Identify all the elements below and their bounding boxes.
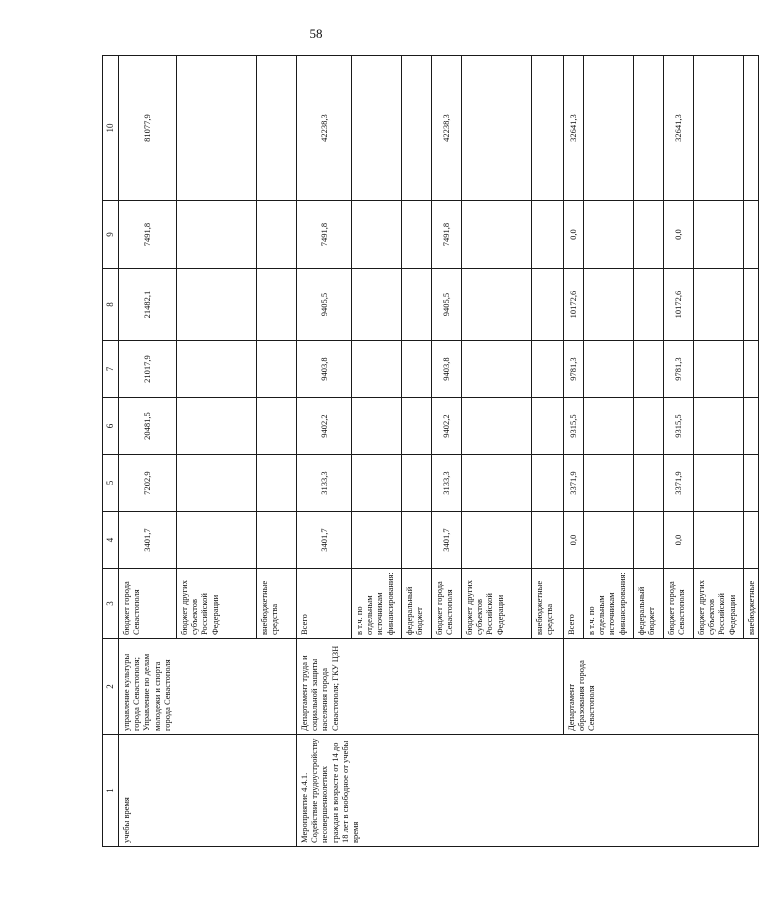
- col-number: 7: [103, 341, 119, 398]
- value-cell: 3133,3: [297, 455, 352, 512]
- value-cell: 42238,3: [432, 56, 462, 201]
- value-cell: 3133,3: [432, 455, 462, 512]
- value-cell: 9315,5: [664, 398, 694, 455]
- value-cell: 7491,8: [432, 201, 462, 269]
- value-cell: 32641,3: [564, 56, 584, 201]
- value-cell: 9403,8: [432, 341, 462, 398]
- column-number-row: [103, 56, 119, 847]
- executor-cell: Департамент образования города Севастополя: [564, 639, 759, 735]
- col-number: 3: [103, 569, 119, 639]
- value-cell: 9315,5: [564, 398, 584, 455]
- source-cell: бюджет других субъектов Российской Федерации: [694, 569, 744, 639]
- value-cell: 32641,3: [664, 56, 694, 201]
- col-number: 10: [103, 56, 119, 201]
- source-cell: бюджет города Севастополя: [664, 569, 694, 639]
- value-cell: 10172,6: [664, 269, 694, 341]
- source-cell: федеральный бюджет: [402, 569, 432, 639]
- table-row: [564, 56, 584, 847]
- source-cell: внебюджетные средства: [257, 569, 297, 639]
- value-cell: 7491,8: [297, 201, 352, 269]
- value-cell: 9405,5: [297, 269, 352, 341]
- value-cell: 9403,8: [297, 341, 352, 398]
- col-number: 6: [103, 398, 119, 455]
- col-number: 5: [103, 455, 119, 512]
- value-cell: 0,0: [564, 512, 584, 569]
- rotated-table-wrapper: [102, 56, 756, 847]
- value-cell: 20481,5: [119, 398, 177, 455]
- value-cell: 0,0: [564, 201, 584, 269]
- source-cell: федеральный бюджет: [634, 569, 664, 639]
- value-cell: 81077,9: [119, 56, 177, 201]
- value-cell: 0,0: [664, 201, 694, 269]
- col-number: 2: [103, 639, 119, 735]
- source-cell: Всего: [564, 569, 584, 639]
- source-cell: в т.ч. по отдельным источникам финансирования:: [352, 569, 402, 639]
- source-cell: бюджет города Севастополя: [119, 569, 177, 639]
- value-cell: 9781,3: [564, 341, 584, 398]
- value-cell: 9405,5: [432, 269, 462, 341]
- executor-cell: Департамент труда и социальной защиты населения города Севастополя; ГКУ ЦЗН: [297, 639, 564, 735]
- table-row: [119, 56, 177, 847]
- value-cell: 7491,8: [119, 201, 177, 269]
- source-cell: бюджет других субъектов Российской Федерации: [177, 569, 257, 639]
- value-cell: 3371,9: [564, 455, 584, 512]
- table-row: [297, 56, 352, 847]
- value-cell: 42238,3: [297, 56, 352, 201]
- page-number: 58: [309, 26, 323, 41]
- col-number: 9: [103, 201, 119, 269]
- funding-table: [102, 55, 759, 847]
- col-number: 4: [103, 512, 119, 569]
- source-cell: бюджет города Севастополя: [432, 569, 462, 639]
- value-cell: 3371,9: [664, 455, 694, 512]
- value-cell: 3401,7: [432, 512, 462, 569]
- source-cell: внебюджетные средства: [532, 569, 564, 639]
- value-cell: 3401,7: [119, 512, 177, 569]
- value-cell: 21017,9: [119, 341, 177, 398]
- col-number: 1: [103, 735, 119, 847]
- value-cell: 21482,1: [119, 269, 177, 341]
- source-cell: Всего: [297, 569, 352, 639]
- executor-cell: управление культуры города Севастополя; Управление по делам молодежи и спорта города Севастополя: [119, 639, 297, 735]
- value-cell: 10172,6: [564, 269, 584, 341]
- source-cell: в т.ч. по отдельным источникам финансирования:: [584, 569, 634, 639]
- value-cell: 9402,2: [432, 398, 462, 455]
- value-cell: 9402,2: [297, 398, 352, 455]
- source-cell: бюджет других субъектов Российской Федерации: [462, 569, 532, 639]
- value-cell: 0,0: [664, 512, 694, 569]
- value-cell: 7202,9: [119, 455, 177, 512]
- value-cell: 9781,3: [664, 341, 694, 398]
- value-cell: 3401,7: [297, 512, 352, 569]
- col-number: 8: [103, 269, 119, 341]
- measure-cell: учебы время: [119, 735, 297, 847]
- source-cell: внебюджетные: [744, 569, 759, 639]
- measure-cell: Мероприятие 4.4.1. Содействие трудоустройству несовершеннолетних граждан в возрасте от 14 до 18 лет в свободное от учебы время: [297, 735, 759, 847]
